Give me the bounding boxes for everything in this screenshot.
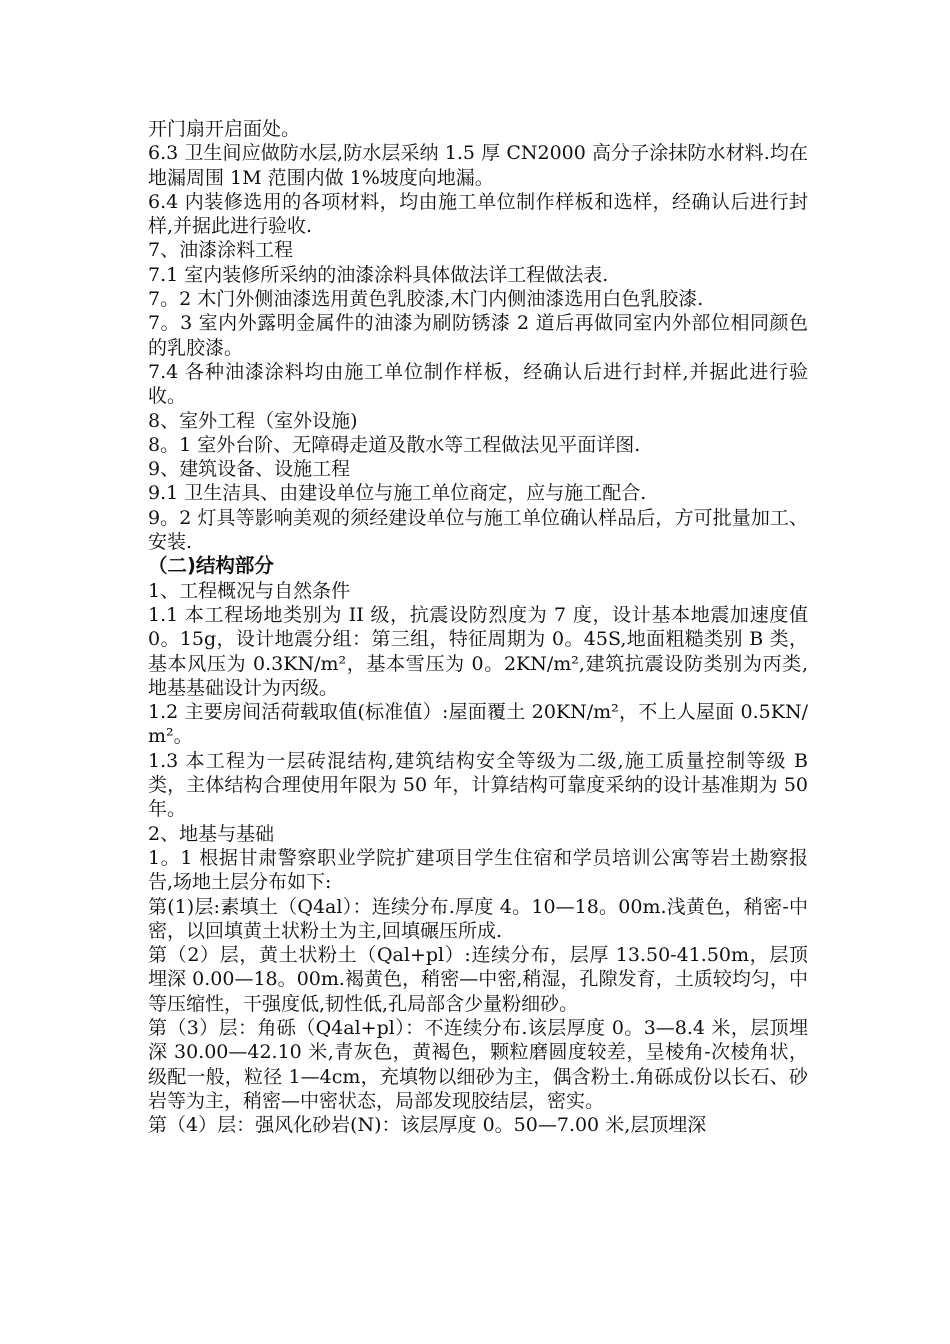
paragraph: 1.2 主要房间活荷载取值(标准值）:屋面覆土 20KN/m²，不上人屋面 0.5KN/m²。 <box>148 701 808 748</box>
paragraph: 9。2 灯具等影响美观的须经建设单位与施工单位确认样品后，方可批量加工、安装. <box>148 506 808 554</box>
paragraph: 第（3）层：角砾（Q4al+pl）：不连续分布.该层厚度 0。3—8.4 米，层顶埋深 30.00—42.10 米,青灰色，黄褐色，颗粒磨圆度较差，呈棱角-次棱角状，级配一般，粒径 1—4cm，充填物以细砂为主，偶含粉土.角砾成份以长石、砂岩等为主，稍密—中密状态，局部发现胶结层，密实。 <box>148 1016 808 1112</box>
paragraph: 第(1)层:素填土（Q4al）：连续分布.厚度 4。10—18。00m.浅黄色，稍密-中密，以回填黄土状粉土为主,回填碾压所成. <box>148 895 808 942</box>
paragraph: 6.3 卫生间应做防水层,防水层采纳 1.5 厚 CN2000 高分子涂抹防水材料.均在地漏周围 1M 范围内做 1%坡度向地漏。 <box>148 142 808 189</box>
section-heading: 1、工程概况与自然条件 <box>148 579 351 602</box>
section-heading: 2、地基与基础 <box>148 822 275 845</box>
paragraph: 第（4）层：强风化砂岩(N)：该层厚度 0。50—7.00 米,层顶埋深 <box>148 1114 707 1137</box>
paragraph: 8。1 室外台阶、无障碍走道及散水等工程做法见平面详图. <box>148 433 641 456</box>
section-heading: 9、建筑设备、设施工程 <box>148 458 351 481</box>
paragraph: 1。1 根据甘肃警察职业学院扩建项目学生住宿和学员培训公寓等岩土勘察报告,场地土层分布如下: <box>148 846 808 894</box>
section-heading: 8、室外工程（室外设施) <box>148 409 358 432</box>
part-heading: （二)结构部分 <box>148 554 274 578</box>
paragraph: 第（2）层，黄土状粉土（Qal+pl）:连续分布，层厚 13.50-41.50m，层顶埋深 0.00—18。00m.褐黄色，稍密—中密,稍湿，孔隙发育，土质较均匀，中等压缩性，干强度低,韧性低,孔局部含少量粉细砂。 <box>148 944 808 1015</box>
paragraph: 7.4 各种油漆涂料均由施工单位制作样板，经确认后进行封样,并据此进行验收。 <box>148 360 808 408</box>
paragraph: 7.1 室内装修所采纳的油漆涂料具体做法详工程做法表. <box>148 263 609 286</box>
paragraph: 7。2 木门外侧油漆选用黄色乳胶漆,木门内侧油漆选用白色乳胶漆. <box>148 288 704 311</box>
paragraph: 1.1 本工程场地类别为 II 级，抗震设防烈度为 7 度，设计基本地震加速度值 0。15g，设计地震分组：第三组，特征周期为 0。45S,地面粗糙类别 B 类，基本风压为 0.3KN/m²，基本雪压为 0。2KN/m²,建筑抗震设防类别为丙类,地基基础设计为丙级。 <box>148 603 808 699</box>
paragraph: 6.4 内装修选用的各项材料，均由施工单位制作样板和选样，经确认后进行封样,并据此进行验收. <box>148 190 808 238</box>
section-heading: 7、油漆涂料工程 <box>148 239 294 262</box>
paragraph: 1.3 本工程为一层砖混结构,建筑结构安全等级为二级,施工质量控制等级 B 类，主体结构合理使用年限为 50 年，计算结构可靠度采纳的设计基准期为 50 年。 <box>148 749 808 821</box>
paragraph: 开门扇开启面处。 <box>148 118 301 140</box>
document-page <box>148 117 808 1137</box>
paragraph: 9.1 卫生洁具、由建设单位与施工单位商定，应与施工配合. <box>148 482 647 505</box>
paragraph: 7。3 室内外露明金属件的油漆为刷防锈漆 2 道后再做同室内外部位相同颜色的乳胶漆。 <box>148 312 808 359</box>
